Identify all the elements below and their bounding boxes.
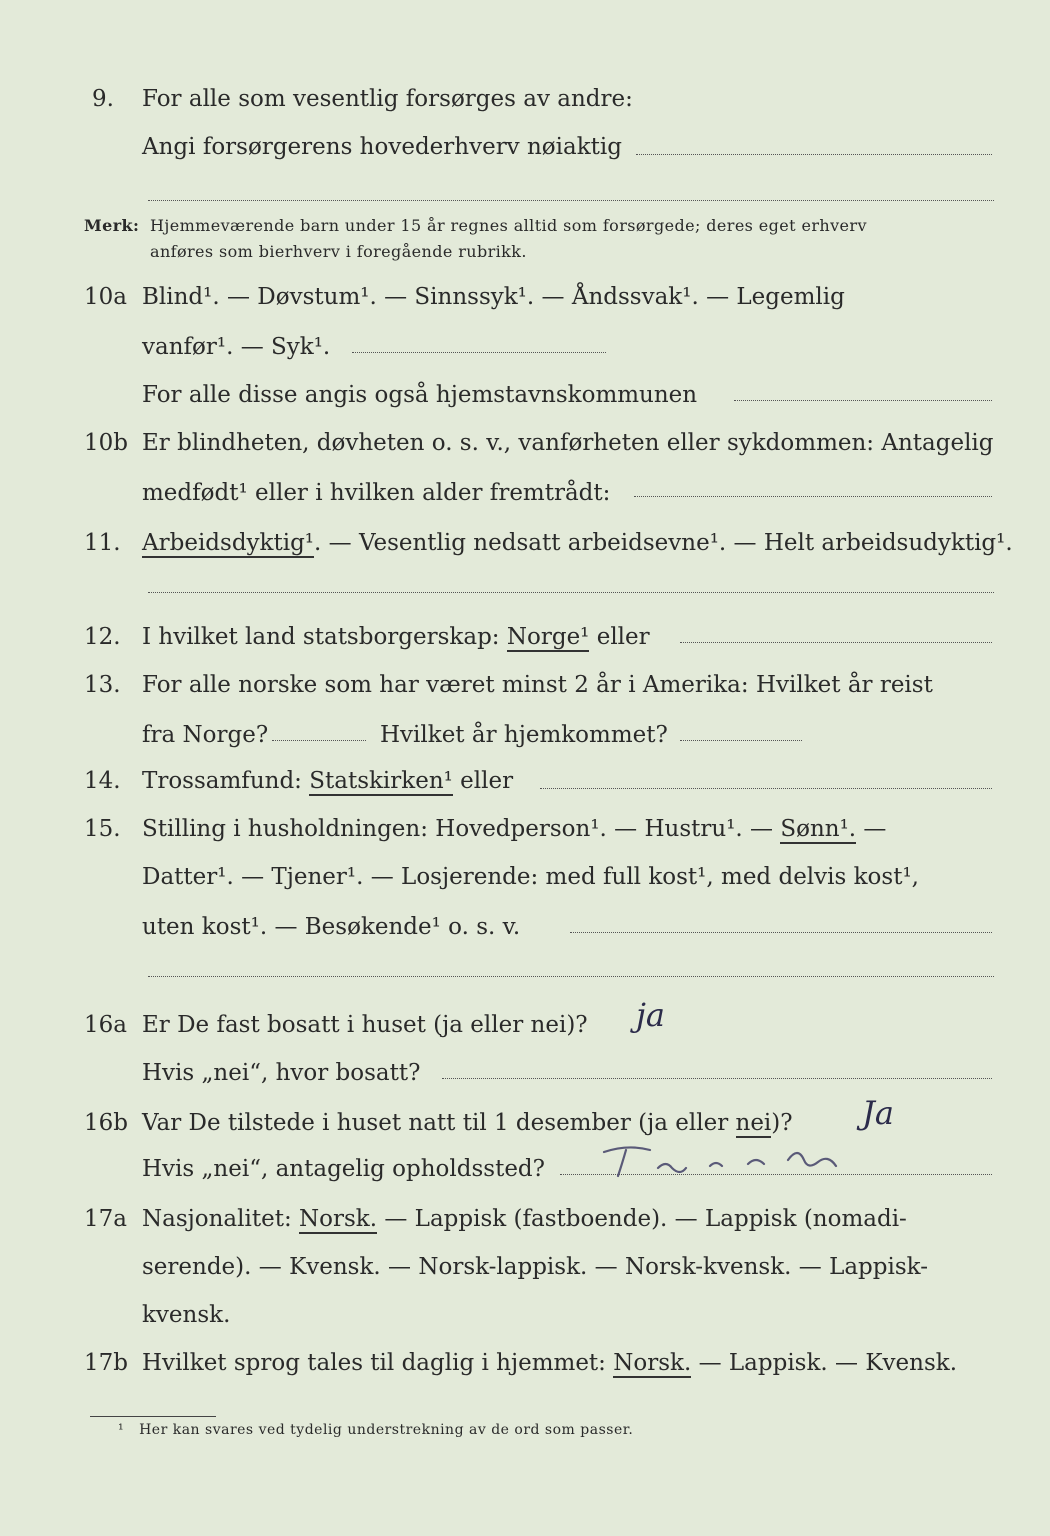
- q16b-handwritten-place-scribble: [598, 1142, 848, 1182]
- q15-answer-line[interactable]: [570, 932, 992, 933]
- q17b-post: — Lappisk. — Kvensk.: [691, 1350, 958, 1376]
- q16a-handwritten-answer[interactable]: ja: [636, 996, 665, 1034]
- q12-answer-line[interactable]: [680, 642, 992, 643]
- q13-line1: For alle norske som har været minst 2 år i Amerika: Hvilket år reist: [142, 672, 933, 698]
- q11-underlined-answer[interactable]: Arbeidsdyktig¹: [142, 530, 315, 556]
- merk-label: Merk:: [84, 216, 140, 235]
- q17a-line2: serende). — Kvensk. — Norsk-lappisk. — Norsk-kvensk. — Lappisk-: [142, 1254, 928, 1280]
- q16b-handwritten-answer[interactable]: Ja: [862, 1094, 894, 1132]
- q10a-number: 10a: [84, 284, 127, 310]
- q10a-line3: For alle disse angis også hjemstavnskommunen: [142, 382, 698, 408]
- q15-answer-line2[interactable]: [148, 976, 994, 977]
- q16b-line1: [142, 1108, 793, 1138]
- q13-year-returned-line[interactable]: [680, 740, 802, 741]
- q16a-line2: Hvis „nei“, hvor bosatt?: [142, 1060, 421, 1086]
- q15-underlined-answer[interactable]: Sønn¹.: [780, 816, 857, 842]
- q12-pre: I hvilket land statsborgerskap:: [142, 624, 507, 650]
- q13-year-left-line[interactable]: [272, 740, 366, 741]
- q17b-text: [142, 1348, 957, 1378]
- q14-pre: Trossamfund:: [142, 768, 310, 794]
- q14-number: 14.: [84, 768, 121, 794]
- q10a-answer-line[interactable]: [352, 352, 606, 353]
- q12-post: eller: [589, 624, 650, 650]
- q15-line1: [142, 814, 886, 844]
- q16b-line1a: Var De tilstede i huset natt til 1 desember (ja eller: [142, 1110, 736, 1136]
- q17b-number: 17b: [84, 1350, 128, 1376]
- q10a-line2: vanfør¹. — Syk¹.: [142, 334, 331, 360]
- q15-line1a: Stilling i husholdningen: Hovedperson¹. — Hustru¹. —: [142, 816, 781, 842]
- q16b-underlined-answer[interactable]: nei: [735, 1110, 772, 1136]
- q17a-line1: [142, 1204, 907, 1234]
- q9-answer-line[interactable]: [636, 154, 992, 155]
- q15-line3: uten kost¹. — Besøkende¹ o. s. v.: [142, 914, 521, 940]
- footnote-rule: [90, 1416, 216, 1417]
- q12-underlined-answer[interactable]: Norge¹: [506, 624, 590, 650]
- q13-line2b: Hvilket år hjemkommet?: [380, 722, 668, 748]
- q16b-line2: Hvis „nei“, antagelig opholdssted?: [142, 1156, 545, 1182]
- q16b-line1b: )?: [771, 1110, 793, 1136]
- q16a-answer-line[interactable]: [442, 1078, 992, 1079]
- q10b-line2: medfødt¹ eller i hvilken alder fremtrådt:: [142, 480, 611, 506]
- q10a-municipality-line[interactable]: [734, 400, 992, 401]
- q9-number: 9.: [92, 86, 114, 112]
- q14-answer-line[interactable]: [540, 788, 992, 789]
- merk-line1: Hjemmeværende barn under 15 år regnes alltid som forsørgede; deres eget erhverv: [150, 216, 867, 235]
- q17a-line3: kvensk.: [142, 1302, 231, 1328]
- q11-answer-line[interactable]: [148, 592, 994, 593]
- q17a-underlined-answer[interactable]: Norsk.: [299, 1206, 378, 1232]
- q14-underlined-answer[interactable]: Statskirken¹: [309, 768, 453, 794]
- q15-line2: Datter¹. — Tjener¹. — Losjerende: med full kost¹, med delvis kost¹,: [142, 864, 919, 890]
- q17a-number: 17a: [84, 1206, 127, 1232]
- q13-line2a: fra Norge?: [142, 722, 269, 748]
- merk-line2: anføres som bierhverv i foregående rubrikk.: [150, 242, 527, 261]
- q17a-line1a: Nasjonalitet:: [142, 1206, 300, 1232]
- merk-note: [84, 214, 867, 238]
- q12-text: [142, 622, 650, 652]
- q10a-line1: Blind¹. — Døvstum¹. — Sinnssyk¹. — Åndssvak¹. — Legemlig: [142, 284, 845, 310]
- q17a-line1b: — Lappisk (fastboende). — Lappisk (nomadi-: [377, 1206, 907, 1232]
- q11-text: [142, 528, 1013, 558]
- q9-text-line2: Angi forsørgerens hovederhverv nøiaktig: [142, 134, 622, 160]
- q10b-line1: Er blindheten, døvheten o. s. v., vanførheten eller sykdommen: Antagelig: [142, 430, 994, 456]
- q14-text: [142, 766, 513, 796]
- q15-number: 15.: [84, 816, 121, 842]
- q16b-number: 16b: [84, 1110, 128, 1136]
- q17b-underlined-answer[interactable]: Norsk.: [613, 1350, 692, 1376]
- q10b-number: 10b: [84, 430, 128, 456]
- q11-number: 11.: [84, 530, 121, 556]
- footnote: [118, 1422, 633, 1438]
- q16a-line1: Er De fast bosatt i huset (ja eller nei)?: [142, 1012, 588, 1038]
- q16a-number: 16a: [84, 1012, 127, 1038]
- q11-rest: . — Vesentlig nedsatt arbeidsevne¹. — Helt arbeidsudyktig¹.: [314, 530, 1013, 556]
- q17b-pre: Hvilket sprog tales til daglig i hjemmet:: [142, 1350, 614, 1376]
- footnote-mark: ¹: [118, 1422, 125, 1438]
- q9-answer-line2[interactable]: [148, 200, 994, 201]
- q12-number: 12.: [84, 624, 121, 650]
- footnote-text: Her kan svares ved tydelig understrekning av de ord som passer.: [139, 1422, 634, 1438]
- q9-text-line1: For alle som vesentlig forsørges av andre:: [142, 86, 633, 112]
- q15-line1b: —: [856, 816, 887, 842]
- q13-number: 13.: [84, 672, 121, 698]
- q14-post: eller: [452, 768, 514, 794]
- q10b-answer-line[interactable]: [634, 496, 992, 497]
